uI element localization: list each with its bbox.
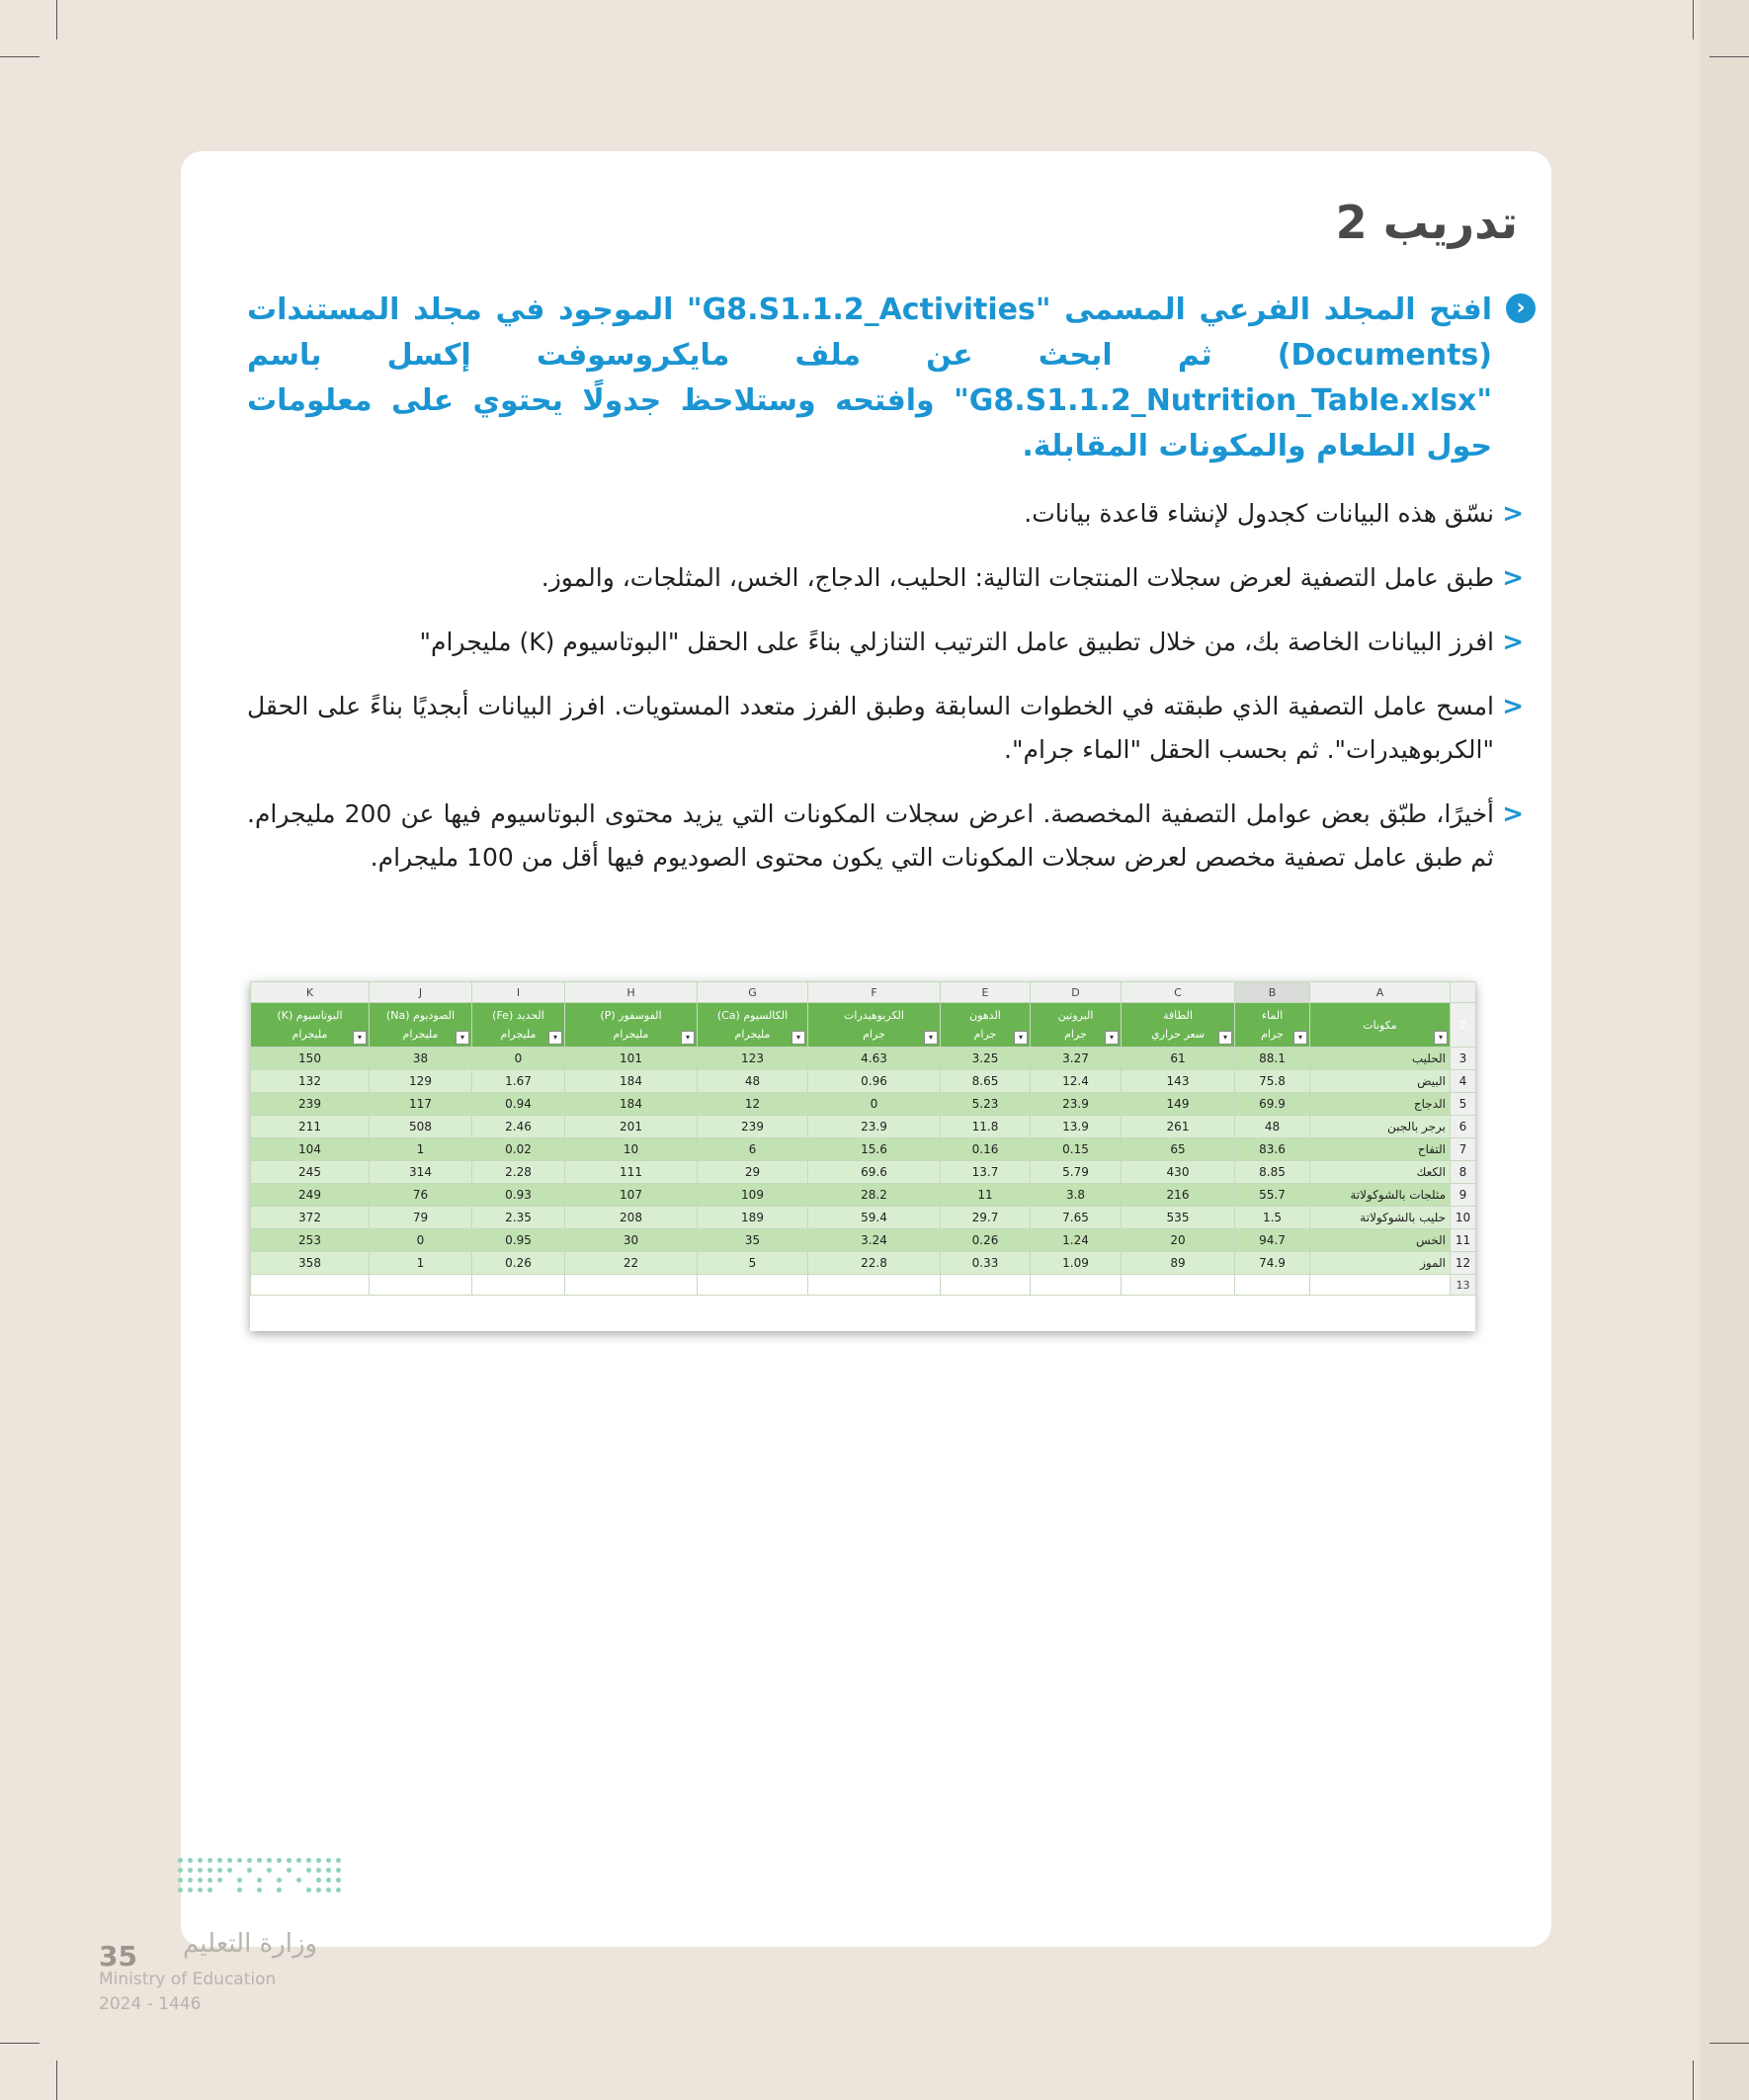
logo-dot [188, 1858, 193, 1863]
filter-dropdown-icon[interactable]: ▾ [1105, 1031, 1119, 1045]
logo-dot [326, 1878, 331, 1883]
table-row [251, 1093, 1476, 1116]
value-cell[interactable]: 10 [565, 1138, 698, 1161]
value-cell[interactable]: 245 [251, 1161, 370, 1184]
empty-cell[interactable] [941, 1275, 1031, 1296]
logo-dot [306, 1888, 311, 1892]
logo-dot [227, 1868, 232, 1873]
logo-dot [267, 1868, 272, 1873]
field-header-name: مكونات [1363, 1018, 1397, 1032]
empty-cell[interactable] [1122, 1275, 1235, 1296]
step-item [247, 685, 1524, 772]
logo-dot [217, 1878, 222, 1883]
row-number[interactable]: 11 [1451, 1229, 1476, 1252]
ministry-name-arabic: وزارة التعليم [183, 1929, 318, 1959]
column-letter[interactable]: B [1235, 982, 1310, 1003]
column-letter[interactable]: E [941, 982, 1031, 1003]
logo-dot [326, 1888, 331, 1892]
filter-dropdown-icon[interactable]: ▾ [1014, 1031, 1028, 1045]
field-header-unit: مليجرام [734, 1028, 771, 1041]
table-body [251, 1048, 1476, 1296]
logo-dot [247, 1858, 252, 1863]
crop-mark [56, 2060, 57, 2100]
field-header-cell[interactable] [1122, 1003, 1235, 1048]
logo-dot [237, 1878, 242, 1883]
value-cell[interactable]: 249 [251, 1184, 370, 1207]
empty-row [251, 1275, 1476, 1296]
empty-cell[interactable] [565, 1275, 698, 1296]
value-cell[interactable]: 13.7 [941, 1161, 1031, 1184]
value-cell[interactable]: 30 [565, 1229, 698, 1252]
value-cell[interactable]: 129 [370, 1070, 472, 1093]
logo-dot [336, 1878, 341, 1883]
ingredient-cell[interactable]: البيض [1310, 1070, 1451, 1093]
value-cell[interactable]: 11.8 [941, 1116, 1031, 1138]
value-cell[interactable]: 239 [251, 1093, 370, 1116]
logo-dot [227, 1858, 232, 1863]
value-cell[interactable]: 13.9 [1031, 1116, 1122, 1138]
value-cell[interactable]: 12.4 [1031, 1070, 1122, 1093]
value-cell[interactable]: 1.24 [1031, 1229, 1122, 1252]
bullet-chevron-icon: < [1502, 799, 1524, 829]
table-row [251, 1207, 1476, 1229]
page-number: 35 [99, 1940, 137, 1973]
step-item [247, 492, 1524, 536]
field-header-name: البوتاسيوم (K) [277, 1009, 343, 1022]
value-cell[interactable]: 3.27 [1031, 1048, 1122, 1070]
value-cell[interactable]: 101 [565, 1048, 698, 1070]
row-number[interactable]: 4 [1451, 1070, 1476, 1093]
filter-dropdown-icon[interactable]: ▾ [548, 1031, 562, 1045]
logo-dot [257, 1858, 262, 1863]
step-item [247, 556, 1524, 600]
field-header-unit: مليجرام [500, 1028, 537, 1041]
value-cell[interactable]: 69.6 [808, 1161, 941, 1184]
value-cell[interactable]: 8.85 [1235, 1161, 1310, 1184]
field-header-cell[interactable] [698, 1003, 808, 1048]
logo-dot [267, 1858, 272, 1863]
value-cell[interactable]: 211 [251, 1116, 370, 1138]
field-header-unit: مليجرام [613, 1028, 649, 1041]
row-number[interactable]: 13 [1451, 1275, 1476, 1296]
table-row [251, 1161, 1476, 1184]
column-letter-row [251, 982, 1476, 1003]
row-number[interactable]: 3 [1451, 1048, 1476, 1070]
step-text: طبق عامل التصفية لعرض سجلات المنتجات التالية: الحليب، الدجاج، الخس، المثلجات، والموز. [541, 563, 1494, 592]
value-cell[interactable]: 1.67 [472, 1070, 565, 1093]
intro-instruction [247, 288, 1526, 469]
logo-dot [277, 1878, 282, 1883]
field-header-row [251, 1003, 1476, 1048]
field-header-cell[interactable] [1310, 1003, 1451, 1048]
value-cell[interactable]: 5 [698, 1252, 808, 1275]
logo-dot [277, 1858, 282, 1863]
empty-cell[interactable] [1235, 1275, 1310, 1296]
value-cell[interactable]: 0.96 [808, 1070, 941, 1093]
value-cell[interactable]: 5.79 [1031, 1161, 1122, 1184]
logo-dot [336, 1858, 341, 1863]
field-header-unit: مليجرام [292, 1028, 328, 1041]
logo-dot [316, 1878, 321, 1883]
logo-dot [257, 1888, 262, 1892]
value-cell[interactable]: 0.16 [941, 1138, 1031, 1161]
filter-dropdown-icon[interactable]: ▾ [791, 1031, 805, 1045]
logo-dot [326, 1868, 331, 1873]
value-cell[interactable]: 1 [370, 1252, 472, 1275]
logo-dot [277, 1888, 282, 1892]
field-header-name: الدهون [969, 1009, 1001, 1022]
value-cell[interactable]: 2.46 [472, 1116, 565, 1138]
logo-dot [217, 1868, 222, 1873]
field-header-cell[interactable] [1031, 1003, 1122, 1048]
value-cell[interactable]: 23.9 [1031, 1093, 1122, 1116]
row-number[interactable]: 2 [1451, 1003, 1476, 1048]
crop-mark [0, 56, 40, 57]
logo-dot [188, 1868, 193, 1873]
value-cell[interactable]: 201 [565, 1116, 698, 1138]
value-cell[interactable]: 3.25 [941, 1048, 1031, 1070]
logo-dot [217, 1858, 222, 1863]
empty-cell[interactable] [1310, 1275, 1451, 1296]
logo-dot [287, 1858, 292, 1863]
value-cell[interactable]: 430 [1122, 1161, 1235, 1184]
ingredient-cell[interactable]: الخس [1310, 1229, 1451, 1252]
logo-dot [296, 1858, 301, 1863]
value-cell[interactable]: 76 [370, 1184, 472, 1207]
row-number[interactable]: 9 [1451, 1184, 1476, 1207]
value-cell[interactable]: 0.02 [472, 1138, 565, 1161]
logo-dot [287, 1868, 292, 1873]
row-number[interactable]: 6 [1451, 1116, 1476, 1138]
empty-cell[interactable] [808, 1275, 941, 1296]
footer-year: 2024 - 1446 [99, 1994, 202, 2014]
logo-dot [208, 1858, 212, 1863]
value-cell[interactable]: 184 [565, 1093, 698, 1116]
ingredient-cell[interactable]: الموز [1310, 1252, 1451, 1275]
value-cell[interactable]: 8.65 [941, 1070, 1031, 1093]
value-cell[interactable]: 111 [565, 1161, 698, 1184]
empty-cell[interactable] [370, 1275, 472, 1296]
value-cell[interactable]: 216 [1122, 1184, 1235, 1207]
bullet-chevron-icon: < [1502, 628, 1524, 657]
value-cell[interactable]: 0.15 [1031, 1138, 1122, 1161]
filter-dropdown-icon[interactable]: ▾ [681, 1031, 695, 1045]
step-text: امسح عامل التصفية الذي طبقته في الخطوات السابقة وطبق الفرز متعدد المستويات. افرز البيانات أبجديًا بناءً على الحقل "الكربوهيدرات". ثم بحسب الحقل "الماء جرام". [247, 692, 1494, 764]
intro-text: افتح المجلد الفرعي المسمى "G8.S1.1.2_Activities" الموجود في مجلد المستندات (Documents) ثم ابحث عن ملف مايكروسوفت إكسل باسم "G8.S1.1.2_Nutrition_Table.xlsx" وافتحه وستلاحظ جدولًا يحتوي على معلومات حول الطعام والمكونات المقابلة. [247, 293, 1493, 463]
logo-dot [316, 1888, 321, 1892]
value-cell[interactable]: 2.35 [472, 1207, 565, 1229]
value-cell[interactable]: 75.8 [1235, 1070, 1310, 1093]
bullet-chevron-icon: < [1502, 499, 1524, 529]
value-cell[interactable]: 4.63 [808, 1048, 941, 1070]
logo-dot [237, 1858, 242, 1863]
logo-dot [188, 1878, 193, 1883]
value-cell[interactable]: 6 [698, 1138, 808, 1161]
value-cell[interactable]: 0.26 [472, 1252, 565, 1275]
value-cell[interactable]: 15.6 [808, 1138, 941, 1161]
column-letter[interactable]: A [1310, 982, 1451, 1003]
value-cell[interactable]: 61 [1122, 1048, 1235, 1070]
column-letter[interactable]: G [698, 982, 808, 1003]
step-item [247, 621, 1524, 664]
empty-cell[interactable] [698, 1275, 808, 1296]
value-cell[interactable]: 22 [565, 1252, 698, 1275]
value-cell[interactable]: 1.09 [1031, 1252, 1122, 1275]
field-header-name: الماء [1261, 1009, 1284, 1022]
value-cell[interactable]: 29 [698, 1161, 808, 1184]
value-cell[interactable]: 1.5 [1235, 1207, 1310, 1229]
value-cell[interactable]: 3.8 [1031, 1184, 1122, 1207]
field-header-cell[interactable] [370, 1003, 472, 1048]
value-cell[interactable]: 1 [370, 1138, 472, 1161]
value-cell[interactable]: 23.9 [808, 1116, 941, 1138]
value-cell[interactable]: 88.1 [1235, 1048, 1310, 1070]
value-cell[interactable]: 0.33 [941, 1252, 1031, 1275]
logo-dot [306, 1858, 311, 1863]
value-cell[interactable]: 107 [565, 1184, 698, 1207]
row-number[interactable]: 12 [1451, 1252, 1476, 1275]
filter-dropdown-icon[interactable]: ▾ [1434, 1031, 1448, 1045]
value-cell[interactable]: 29.7 [941, 1207, 1031, 1229]
value-cell[interactable]: 74.9 [1235, 1252, 1310, 1275]
value-cell[interactable]: 104 [251, 1138, 370, 1161]
value-cell[interactable]: 314 [370, 1161, 472, 1184]
logo-dot [316, 1868, 321, 1873]
value-cell[interactable]: 253 [251, 1229, 370, 1252]
column-letter[interactable]: K [251, 982, 370, 1003]
value-cell[interactable]: 0.95 [472, 1229, 565, 1252]
table-row [251, 1116, 1476, 1138]
logo-dot [336, 1888, 341, 1892]
value-cell[interactable]: 69.9 [1235, 1093, 1310, 1116]
logo-dot [326, 1858, 331, 1863]
table-row [251, 1252, 1476, 1275]
value-cell[interactable]: 89 [1122, 1252, 1235, 1275]
value-cell[interactable]: 261 [1122, 1116, 1235, 1138]
table-row [251, 1184, 1476, 1207]
value-cell[interactable]: 28.2 [808, 1184, 941, 1207]
logo-dot [237, 1888, 242, 1892]
logo-dot [316, 1858, 321, 1863]
value-cell[interactable]: 11 [941, 1184, 1031, 1207]
empty-cell[interactable] [1031, 1275, 1122, 1296]
ingredient-cell[interactable]: برجر بالجبن [1310, 1116, 1451, 1138]
table-row [251, 1229, 1476, 1252]
value-cell[interactable]: 109 [698, 1184, 808, 1207]
ingredient-cell[interactable]: حليب بالشوكولاتة [1310, 1207, 1451, 1229]
logo-dot [208, 1868, 212, 1873]
value-cell[interactable]: 0.94 [472, 1093, 565, 1116]
value-cell[interactable]: 59.4 [808, 1207, 941, 1229]
value-cell[interactable]: 48 [698, 1070, 808, 1093]
field-header-name: الفوسفور (P) [600, 1009, 662, 1022]
value-cell[interactable]: 132 [251, 1070, 370, 1093]
row-number[interactable]: 10 [1451, 1207, 1476, 1229]
field-header-cell[interactable] [251, 1003, 370, 1048]
field-header-unit: جرام [1261, 1028, 1284, 1041]
logo-dot [208, 1878, 212, 1883]
value-cell[interactable]: 149 [1122, 1093, 1235, 1116]
field-header-name: الكربوهيدرات [844, 1009, 904, 1022]
logo-dot [198, 1878, 203, 1883]
value-cell[interactable]: 535 [1122, 1207, 1235, 1229]
ingredient-cell[interactable]: الدجاج [1310, 1093, 1451, 1116]
field-header-cell[interactable] [1235, 1003, 1310, 1048]
logo-dot [178, 1868, 183, 1873]
column-letter[interactable]: C [1122, 982, 1235, 1003]
table-row [251, 1070, 1476, 1093]
row-number[interactable]: 7 [1451, 1138, 1476, 1161]
logo-dot [178, 1878, 183, 1883]
logo-dot [198, 1858, 203, 1863]
value-cell[interactable]: 3.24 [808, 1229, 941, 1252]
logo-dot [178, 1858, 183, 1863]
logo-dot [257, 1878, 262, 1883]
empty-cell[interactable] [251, 1275, 370, 1296]
table-row [251, 1048, 1476, 1070]
crop-mark [1693, 2060, 1694, 2100]
logo-dot [296, 1878, 301, 1883]
value-cell[interactable]: 0 [808, 1093, 941, 1116]
value-cell[interactable]: 508 [370, 1116, 472, 1138]
logo-dot [188, 1888, 193, 1892]
value-cell[interactable]: 372 [251, 1207, 370, 1229]
value-cell[interactable]: 94.7 [1235, 1229, 1310, 1252]
value-cell[interactable]: 79 [370, 1207, 472, 1229]
value-cell[interactable]: 0.26 [941, 1229, 1031, 1252]
field-header-unit: جرام [1064, 1028, 1087, 1041]
value-cell[interactable]: 143 [1122, 1070, 1235, 1093]
table-row [251, 1138, 1476, 1161]
value-cell[interactable]: 0.93 [472, 1184, 565, 1207]
column-letter[interactable]: I [472, 982, 565, 1003]
exercise-card [181, 151, 1551, 1947]
filter-dropdown-icon[interactable]: ▾ [456, 1031, 469, 1045]
crop-mark [1693, 0, 1694, 40]
column-letter[interactable]: F [808, 982, 941, 1003]
step-text: افرز البيانات الخاصة بك، من خلال تطبيق عامل الترتيب التنازلي بناءً على الحقل "البوتاسيوم (K) مليجرام" [419, 628, 1494, 656]
crop-mark [0, 2043, 40, 2044]
empty-cell[interactable] [472, 1275, 565, 1296]
exercise-title: تدريب 2 [1335, 196, 1518, 249]
value-cell[interactable]: 239 [698, 1116, 808, 1138]
value-cell[interactable]: 2.28 [472, 1161, 565, 1184]
filter-dropdown-icon[interactable]: ▾ [1293, 1031, 1307, 1045]
value-cell[interactable]: 12 [698, 1093, 808, 1116]
field-header-name: الصوديوم (Na) [385, 1009, 456, 1022]
value-cell[interactable]: 83.6 [1235, 1138, 1310, 1161]
crop-mark [1709, 56, 1749, 57]
field-header-unit: جرام [863, 1028, 885, 1041]
field-header-name: الكالسيوم (Ca) [716, 1009, 789, 1022]
page-trim-band [1700, 0, 1749, 2100]
value-cell[interactable]: 189 [698, 1207, 808, 1229]
step-item [247, 793, 1524, 880]
value-cell[interactable]: 22.8 [808, 1252, 941, 1275]
value-cell[interactable]: 5.23 [941, 1093, 1031, 1116]
field-header-unit: جرام [973, 1028, 997, 1041]
value-cell[interactable]: 35 [698, 1229, 808, 1252]
logo-dot [336, 1868, 341, 1873]
field-header-name: الحديد (Fe) [492, 1009, 544, 1022]
logo-dot [208, 1888, 212, 1892]
value-cell[interactable]: 184 [565, 1070, 698, 1093]
value-cell[interactable]: 48 [1235, 1116, 1310, 1138]
row-number[interactable]: 5 [1451, 1093, 1476, 1116]
value-cell[interactable]: 0 [370, 1229, 472, 1252]
ingredient-cell[interactable]: التفاح [1310, 1138, 1451, 1161]
ingredient-cell[interactable]: الحليب [1310, 1048, 1451, 1070]
ingredient-cell[interactable]: الكعك [1310, 1161, 1451, 1184]
ministry-name-english: Ministry of Education [99, 1970, 277, 1989]
ingredient-cell[interactable]: مثلجات بالشوكولاتة [1310, 1184, 1451, 1207]
value-cell[interactable]: 123 [698, 1048, 808, 1070]
value-cell[interactable]: 208 [565, 1207, 698, 1229]
filter-dropdown-icon[interactable]: ▾ [924, 1031, 938, 1045]
logo-dot [198, 1868, 203, 1873]
logo-dot [178, 1888, 183, 1892]
nutrition-table [250, 981, 1476, 1296]
value-cell[interactable]: 20 [1122, 1229, 1235, 1252]
field-header-cell[interactable] [808, 1003, 941, 1048]
field-header-cell[interactable] [472, 1003, 565, 1048]
value-cell[interactable]: 38 [370, 1048, 472, 1070]
logo-dot [247, 1868, 252, 1873]
value-cell[interactable]: 150 [251, 1048, 370, 1070]
field-header-unit: سعر حراري [1151, 1028, 1205, 1041]
bullet-chevron-icon: < [1502, 692, 1524, 721]
crop-mark [1709, 2043, 1749, 2044]
field-header-name: الطاقة [1163, 1009, 1193, 1022]
filter-dropdown-icon[interactable]: ▾ [1218, 1031, 1232, 1045]
column-letter[interactable]: J [370, 982, 472, 1003]
value-cell[interactable]: 55.7 [1235, 1184, 1310, 1207]
steps-list [247, 492, 1524, 900]
bullet-chevron-icon: < [1502, 563, 1524, 593]
chevron-left-circle-icon: ‹ [1506, 294, 1536, 323]
field-header-cell[interactable] [565, 1003, 698, 1048]
logo-dot [198, 1888, 203, 1892]
value-cell[interactable]: 358 [251, 1252, 370, 1275]
step-text: نسّق هذه البيانات كجدول لإنشاء قاعدة بيانات. [1024, 499, 1494, 528]
field-header-cell[interactable] [941, 1003, 1031, 1048]
ministry-logo-dots [178, 1858, 356, 1917]
field-header-name: البروتين [1057, 1009, 1094, 1022]
logo-dot [306, 1868, 311, 1873]
spreadsheet-screenshot [250, 981, 1475, 1331]
value-cell[interactable]: 7.65 [1031, 1207, 1122, 1229]
row-number[interactable]: 8 [1451, 1161, 1476, 1184]
value-cell[interactable]: 0 [472, 1048, 565, 1070]
value-cell[interactable]: 65 [1122, 1138, 1235, 1161]
filter-dropdown-icon[interactable]: ▾ [353, 1031, 367, 1045]
corner-cell[interactable] [1451, 982, 1476, 1003]
column-letter[interactable]: H [565, 982, 698, 1003]
step-text: أخيرًا، طبّق بعض عوامل التصفية المخصصة. اعرض سجلات المكونات التي يزيد محتوى البوتاسيوم فيها عن 200 مليجرام. ثم طبق عامل تصفية مخصص لعرض سجلات المكونات التي يكون محتوى الصوديوم فيها أقل من 100 مليجرام. [247, 799, 1494, 872]
value-cell[interactable]: 117 [370, 1093, 472, 1116]
field-header-unit: مليجرام [402, 1028, 439, 1041]
crop-mark [56, 0, 57, 40]
column-letter[interactable]: D [1031, 982, 1122, 1003]
